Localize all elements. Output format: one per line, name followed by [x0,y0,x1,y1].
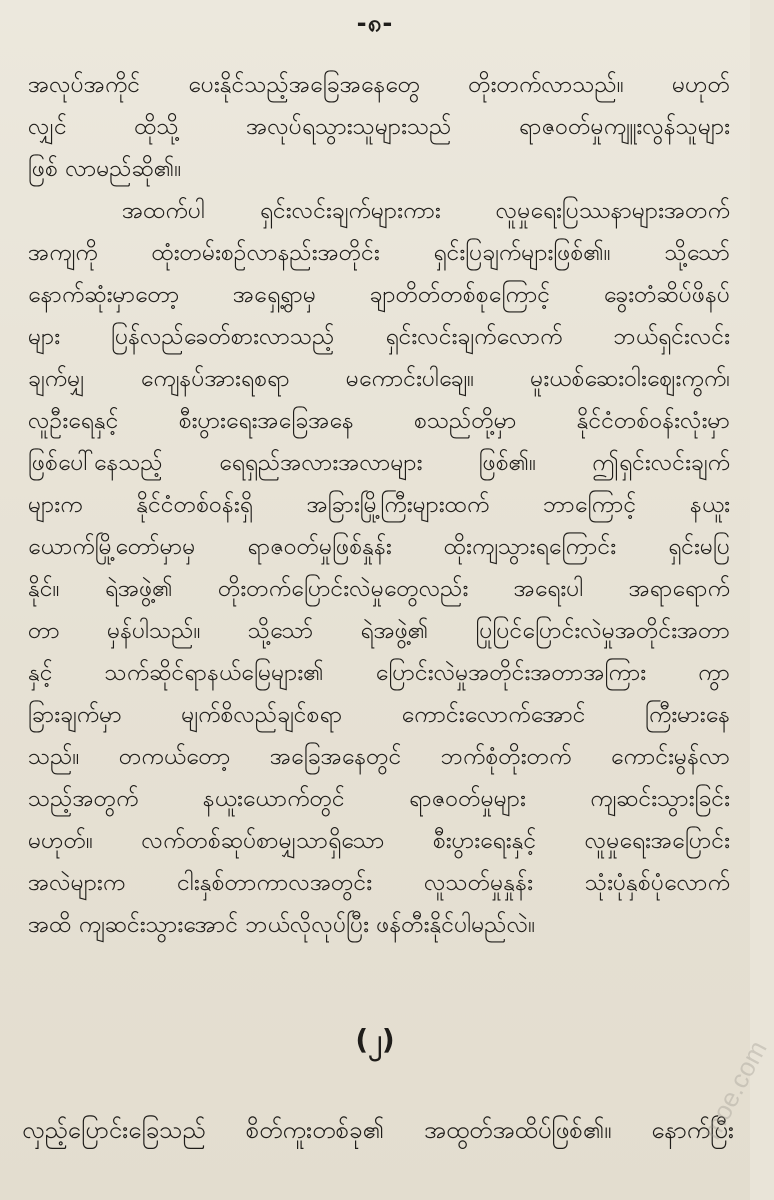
watermark [692,980,773,1145]
body-text [28,64,730,946]
section-number: (၂) [355,1023,395,1056]
text-line: အထက်ပါ ရှင်းလင်းချက်များကား လူမှုရေးပြဿနာများအတက် [122,198,730,224]
watermark-text: moe.com [696,1035,773,1145]
paragraph-1 [28,64,730,190]
text-line: လူဦးရေနှင့် စီးပွားရေးအခြေအနေ စသည်တို့မှာ နိုင်ငံတစ်ဝန်းလုံးမှာ [28,408,730,434]
closing-text-line: လှည့်ပြောင်းခြေသည် စိတ်ကူးတစ်ခု၏ အထွတ်အထိပ်ဖြစ်၏။ နောက်ပြီး [22,1116,734,1144]
text-line: များ ပြန်လည်ခေတ်စားလာသည့် ရှင်းလင်းချက်လောက် ဘယ်ရှင်းလင်း [28,324,730,350]
text-line: ဖြစ် လာမည်ဆို၏။ [28,156,182,182]
text-line: အလဲများက ငါးနှစ်တာကာလအတွင်း လူသတ်မှုနှုန်း သုံးပုံနှစ်ပုံလောက် [28,870,730,896]
text-line: ချက်မျှ ကျေနပ်အားရစရာ မကောင်းပါချေ။ မူးယစ်ဆေးဝါးဈေးကွက်၊ [28,366,730,392]
text-line: လျှင် ထိုသို့ အလုပ်ရသွားသူများသည် ရာဇဝတ်မှုကျူးလွန်သူများ [28,114,730,140]
text-line: အလုပ်အကိုင် ပေးနိုင်သည့်အခြေအနေတွေ တိုးတက်လာသည်။ မဟုတ် [28,72,730,98]
text-line: သည်။ တကယ်တော့ အခြေအနေတွင် ဘက်စုံတိုးတက် ကောင်းမွန်လာ [28,744,730,770]
page-number: -၈- [356,9,394,37]
text-line: မဟုတ်။ လက်တစ်ဆုပ်စာမျှသာရှိသော စီးပွားရေးနှင့် လူမှုရေးအပြောင်း [28,828,730,854]
text-line: ခြားချက်မှာ မျက်စိလည်ချင်စရာ ကောင်းလောက်အောင် ကြီးမားနေ [28,702,730,728]
paragraph-2 [28,190,730,946]
text-line: နောက်ဆုံးမှာတော့ အရှေ့ရွာမှ ချာတိတ်တစ်စုကြောင့် ခွေးတံဆိပ်ဖိနပ် [28,282,730,308]
text-line: အကျကို ထုံးတမ်းစဉ်လာနည်းအတိုင်း ရှင်းပြချက်များဖြစ်၏။ သို့သော် [28,240,730,266]
text-line: တာ မှန်ပါသည်။ သို့သော် ရဲအဖွဲ့၏ ပြုပြင်ပြောင်းလဲမှုအတိုင်းအတာ [28,618,730,644]
text-line: နှင့် သက်ဆိုင်ရာနယ်မြေများ၏ ပြောင်းလဲမှုအတိုင်းအတာအကြား ကွာ [28,660,730,686]
text-line: ဖြစ်ပေါ်နေသည့် ရေရှည်အလားအလာများ ဖြစ်၏။ ဤရှင်းလင်းချက် [28,450,730,476]
text-line: ယောက်မြို့တော်မှာမှ ရာဇဝတ်မှုဖြစ်နှုန်း ထိုးကျသွားရကြောင်း ရှင်းမပြ [28,534,730,560]
text-line: သည့်အတွက် နယူးယောက်တွင် ရာဇဝတ်မှုများ ကျဆင်းသွားခြင်း [28,786,730,812]
text-line: အထိ ကျဆင်းသွားအောင် ဘယ်လိုလုပ်ပြီး ဖန်တီးနိုင်ပါမည်လဲ။ [28,912,536,938]
text-line: နိုင်။ ရဲအဖွဲ့၏ တိုးတက်ပြောင်းလဲမှုတွေလည်း အရေးပါ အရာရောက် [28,576,730,602]
text-line: များက နိုင်ငံတစ်ဝန်းရှိ အခြားမြို့ကြီးများထက် ဘာကြောင့် နယူး [28,492,730,518]
